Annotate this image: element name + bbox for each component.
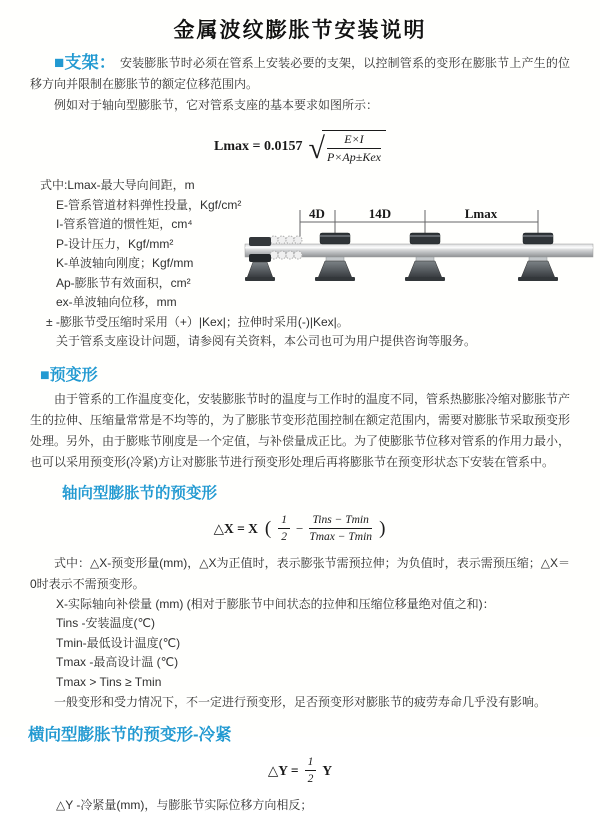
lmax-fraction (327, 132, 381, 165)
support-section-heading: ■支架： (54, 53, 116, 72)
variable-line: Tmin-最低设计温度(℃) (56, 635, 181, 650)
support-example-line: 例如对于轴向型膨胀节，它对管系支座的基本要求如图所示： (54, 98, 379, 112)
variable-line: K-单波轴向刚度；Kgf/mm (56, 256, 194, 270)
variable-line: ex-单波轴向位移，mm (56, 295, 177, 309)
variables-and-diagram-row (0, 176, 600, 352)
page-title: 金属波纹膨胀节安装说明 (173, 19, 427, 42)
variable-line: 式中:Lmax-最大导向间距，m (40, 178, 195, 192)
one-half-fraction (278, 513, 290, 545)
fraction-numerator: 1 (305, 755, 317, 771)
pipe-support-diagram (243, 204, 598, 301)
right-paren: ) (379, 517, 386, 539)
fraction-denominator: Tmax − Tmin (309, 531, 373, 543)
fraction-numerator: 1 (278, 513, 290, 529)
lateral-formula-rhs: Y (322, 762, 333, 778)
axial-subsection-heading: 轴向型膨胀节的预变形 (62, 484, 218, 502)
temperature-fraction (309, 513, 372, 545)
lmax-formula-lhs: Lmax = 0.0157 (214, 139, 303, 154)
variable-line: Tmax -最高设计温 (℃) (56, 655, 179, 669)
support-note-line: 关于管系支座设计问题，请参阅有关资料，本公司也可为用户提供咨询等服务。 (56, 334, 477, 348)
variable-line: E-管系管道材料弹性投量，Kgf/cm² (56, 197, 242, 212)
radicand (322, 130, 386, 165)
support-intro-text: 安装膨胀节时必须在管系上安装必要的支架，以控制管系的变形在膨胀节上产生的位移方向并限制在膨胀节的额定位移范围内。 (30, 56, 570, 91)
left-paren: ( (264, 517, 272, 539)
variable-line: Tmax > Tins ≥ Tmin (56, 674, 162, 689)
predeform-paragraph: 由于管系的工作温度变化，安装膨胀节时的温度与工作时的温度不同，管系热膨胀冷缩对膨胀节产生的拉伸、压缩量常常是不均等的，为了膨胀节变形范围控制在额定范围内，需要对膨胀节采取预变形处理。另外，由于膨账节刚度是一个定值，与补偿量成正比。为了使膨胀节位移对管系的作用力最小，也可以采用预变形(冷紧)方让对膨胀节进行预变形处理后再将膨胀节在预变形状态下安装在管系中。 (30, 391, 571, 469)
lateral-formula-lhs: △Y = (267, 762, 299, 778)
variable-line: P-设计压力，Kgf/mm² (56, 236, 174, 251)
dimension-label-4d: 4D (309, 206, 325, 221)
dimension-label-14d: 14D (368, 206, 392, 221)
square-root-expression (309, 130, 386, 165)
minus-operator: − (296, 520, 304, 536)
axial-formula-description: 式中：△X-预变形量(mm)，△X为正值时，表示膨张节需预拉伸；为负值时，表示需预压缩；△X＝0时表示不需预变形。 (30, 555, 570, 591)
axial-variable-list (56, 595, 600, 693)
axial-formula-lhs: △X = X (213, 520, 258, 536)
axial-note-line: 一般变形和受力情况下，不一定进行预变形，足否预变形对膨胀节的疲劳寿命几乎没有影响。 (54, 695, 547, 709)
variable-line: ± -膨胀节受压缩时采用（+）|Kex|；拉伸时采用(-)|Kex|。 (46, 314, 349, 329)
variable-line: X-实际轴向补偿量 (mm) (相对于膨胀节中间状态的拉伸和压缩位移量绝对值之和)： (56, 596, 495, 611)
anchor-support-icon (245, 237, 275, 281)
variable-line: I-管系管道的惯性矩，cm⁴ (56, 217, 193, 231)
support-intro-paragraph (30, 52, 570, 95)
fraction-denominator: 2 (307, 773, 314, 786)
lmax-fraction-numerator: E×I (327, 132, 381, 149)
lmax-formula (0, 126, 600, 168)
fraction-numerator: Tins − Tmin (309, 513, 372, 529)
fraction-denominator: 2 (281, 531, 287, 543)
lateral-formula-description: △Y -冷紧量(mm)，与膨胀节实际位移方向相反； (56, 797, 313, 812)
lateral-predeform-formula (0, 755, 600, 787)
radical-sign-glyph: √ (308, 131, 325, 165)
one-half-fraction (305, 755, 317, 787)
predeform-section-heading: ■预变形 (40, 366, 98, 384)
lateral-subsection-heading: 横向型膨胀节的预变形-冷紧 (28, 726, 232, 744)
variable-line: Tins -安装温度(℃) (56, 616, 156, 630)
lmax-fraction-denominator: P×Ap±Kex (326, 149, 381, 164)
dimension-label-lmax: Lmax (464, 206, 498, 221)
variable-line: Ap-膨胀节有效面积，cm² (56, 275, 191, 290)
axial-predeform-formula (0, 511, 600, 547)
